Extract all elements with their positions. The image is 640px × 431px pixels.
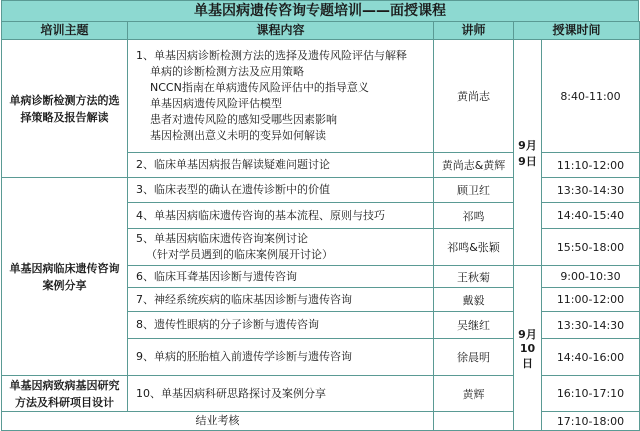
teacher-cell: 吴继红 — [434, 312, 514, 339]
content-cell — [128, 312, 434, 339]
content-line: 8、遗传性眼病的分子诊断与遗传咨询 — [136, 318, 319, 331]
topic-cell-1: 单病诊断检测方法的选择策略及报告解读 — [2, 40, 128, 178]
teacher-cell: 顾卫红 — [434, 178, 514, 203]
teacher-cell: 祁鸣 — [434, 203, 514, 229]
content-cell — [128, 203, 434, 229]
teacher-cell: 戴毅 — [434, 288, 514, 312]
time-cell: 17:10-18:00 — [542, 412, 640, 431]
content-line: 10、单基因病科研思路探讨及案例分享 — [136, 386, 326, 400]
teacher-cell: 黄辉 — [434, 376, 514, 412]
header-time: 授课时间 — [514, 22, 640, 40]
topic-cell-3: 单基因病致病基因研究方法及科研项目设计 — [2, 376, 128, 412]
table-row — [2, 376, 640, 412]
content-cell — [128, 178, 434, 203]
time-cell: 14:40-16:00 — [542, 339, 640, 376]
time-cell: 13:30-14:30 — [542, 312, 640, 339]
time-cell: 13:30-14:30 — [542, 178, 640, 203]
content-cell — [128, 153, 434, 178]
teacher-cell: 徐晨明 — [434, 339, 514, 376]
content-line: 患者对遗传风险的感知受哪些因素影响 — [150, 113, 337, 126]
content-line: 3、临床表型的确认在遗传诊断中的价值 — [136, 183, 330, 196]
teacher-cell: 祁鸣&张颖 — [434, 229, 514, 266]
content-line: 7、神经系统疾病的临床基因诊断与遗传咨询 — [136, 292, 352, 306]
teacher-cell: 黄尚志&黄辉 — [434, 153, 514, 178]
header-teacher: 讲师 — [434, 22, 514, 40]
date-cell-2: 9月10日 — [514, 266, 542, 431]
content-cell — [128, 288, 434, 312]
schedule-table — [1, 21, 640, 431]
teacher-cell: 王秋菊 — [434, 266, 514, 288]
teacher-cell: 黄尚志 — [434, 40, 514, 153]
table-row — [2, 40, 640, 153]
date-cell-1: 9月9日 — [514, 40, 542, 266]
content-cell — [128, 339, 434, 376]
time-cell: 8:40-11:00 — [542, 40, 640, 153]
content-line: 6、临床耳聋基因诊断与遗传咨询 — [136, 269, 297, 283]
content-line: 1、单基因病诊断检测方法的选择及遗传风险评估与解释 — [136, 49, 407, 62]
table-row — [2, 178, 640, 203]
content-line: 单病的诊断检测方法及应用策略 — [150, 65, 304, 78]
content-line: 2、临床单基因病报告解读疑难问题讨论 — [136, 158, 330, 171]
header-row — [2, 22, 640, 40]
time-cell: 11:10-12:00 — [542, 153, 640, 178]
page-title: 单基因病遗传咨询专题培训——面授课程 — [1, 0, 639, 21]
content-line: NCCN指南在单病遗传风险评估中的指导意义 — [150, 81, 369, 94]
content-line: 结业考核 — [195, 414, 240, 427]
content-line: 5、单基因病临床遗传咨询案例讨论 — [136, 232, 308, 245]
content-line: 单基因病遗传风险评估模型 — [150, 97, 282, 110]
content-line: 基因检测出意义未明的变异如何解读 — [150, 129, 326, 142]
time-cell: 16:10-17:10 — [542, 376, 640, 412]
content-cell — [128, 376, 434, 412]
topic-cell-2: 单基因病临床遗传咨询案例分享 — [2, 178, 128, 376]
content-line: （针对学员遇到的临床案例展开讨论） — [146, 248, 333, 261]
content-cell — [128, 266, 434, 288]
content-line: 9、单病的胚胎植入前遗传学诊断与遗传咨询 — [136, 350, 352, 363]
content-line: 4、单基因病临床遗传咨询的基本流程、原则与技巧 — [136, 208, 385, 222]
header-topic: 培训主题 — [2, 22, 128, 40]
time-cell: 14:40-15:40 — [542, 203, 640, 229]
content-cell — [128, 40, 434, 153]
time-cell: 9:00-10:30 — [542, 266, 640, 288]
content-cell — [128, 229, 434, 266]
time-cell: 15:50-18:00 — [542, 229, 640, 266]
time-cell: 11:00-12:00 — [542, 288, 640, 312]
header-content: 课程内容 — [128, 22, 434, 40]
